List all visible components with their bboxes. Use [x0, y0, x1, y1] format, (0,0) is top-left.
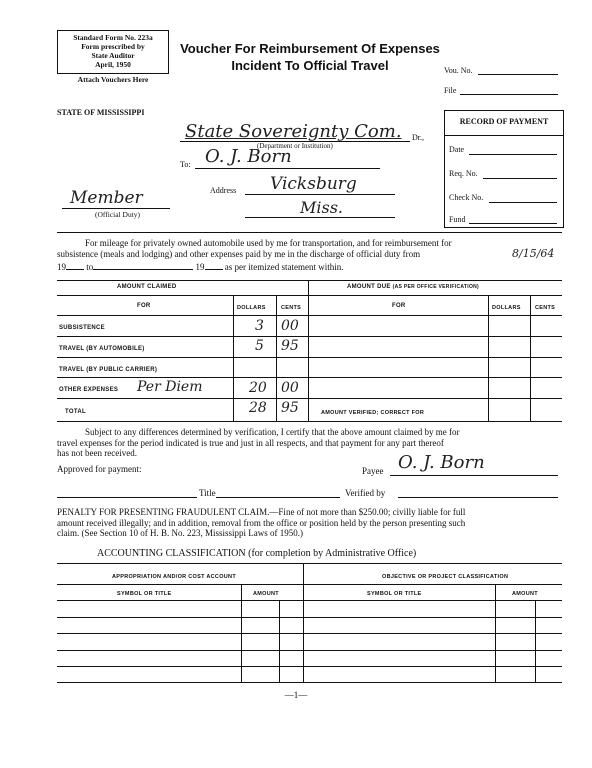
due-dollars-column: DOLLARS: [492, 305, 521, 311]
attach-vouchers-label: Attach Vouchers Here: [77, 75, 149, 84]
itemized-label: as per itemized statement within.: [224, 262, 344, 272]
mileage-statement: [57, 238, 567, 259]
accounting-table: [57, 563, 562, 683]
verified-by-label: Verified by: [345, 488, 386, 498]
to-period-label: to: [86, 262, 94, 272]
amount-due-header-note: (AS PER OFFICE VERIFICATION): [392, 284, 480, 290]
to-value[interactable]: O. J. Born: [205, 146, 292, 167]
due-dollars-divider: [488, 295, 489, 421]
due-cents-divider: [530, 295, 531, 421]
title-field[interactable]: [216, 497, 340, 498]
period-to-field[interactable]: [93, 269, 193, 270]
due-cents-column: CENTS: [535, 305, 556, 311]
payment-check-no-label: Check No.: [449, 193, 484, 202]
travel-auto-cents[interactable]: 95: [281, 338, 299, 354]
state-label: STATE OF MISSISSIPPI: [57, 108, 145, 117]
accounting-row-4[interactable]: [57, 666, 562, 667]
row-rule-1: [57, 336, 562, 337]
accounting-subtitle: (for completion by Administrative Office): [248, 548, 417, 559]
accounting-row-2[interactable]: [57, 633, 562, 634]
official-duty-line: [62, 208, 170, 209]
department-caption: (Department or Institution): [257, 142, 333, 150]
payment-req-no-label: Req. No.: [449, 169, 478, 178]
official-duty-value[interactable]: Member: [70, 188, 143, 208]
record-of-payment-box: [444, 110, 564, 228]
verified-by-field[interactable]: [398, 497, 558, 498]
certification-line3: has not been received.: [57, 448, 137, 458]
certification-line1: Subject to any differences determined by verification, I certify that the above amount claimed by me for: [85, 427, 460, 437]
amount-right: AMOUNT: [512, 591, 538, 597]
row-other-expenses-label: OTHER EXPENSES: [59, 387, 119, 393]
record-of-payment-title: RECORD OF PAYMENT: [459, 117, 549, 126]
record-divider: [445, 135, 563, 136]
amount-left: AMOUNT: [253, 591, 279, 597]
date-from-value[interactable]: 8/15/64: [512, 247, 555, 260]
title-label: Title: [199, 488, 216, 498]
period-line: [57, 262, 343, 273]
total-dollars[interactable]: 28: [249, 400, 267, 416]
department-suffix: Dr.,: [412, 133, 424, 142]
payee-signature[interactable]: O. J. Born: [398, 452, 485, 473]
year-to-label: 19: [195, 262, 205, 272]
subsistence-dollars[interactable]: 3: [255, 318, 264, 334]
symbol-title-left: SYMBOL OR TITLE: [117, 591, 172, 597]
amount-table: [57, 280, 562, 422]
middle-divider: [308, 281, 309, 421]
form-prescription-box: [57, 30, 169, 74]
accounting-row-3[interactable]: [57, 650, 562, 651]
page-number: —1—: [284, 690, 308, 700]
section-separator: [57, 232, 562, 233]
form-authority: State Auditor: [91, 51, 135, 60]
form-title-line2: Incident To Official Travel: [231, 58, 389, 73]
penalty-line3: claim. (See Section 10 of H. B. No. 223, Mississippi Laws of 1950.): [57, 528, 303, 538]
approver-signature-line[interactable]: [57, 497, 197, 498]
mileage-line1: For mileage for privately owned automobile used by me for transportation, and for reimbursement for: [85, 238, 452, 248]
certification-line2: travel expenses for the period indicated is true and just in all respects, and that payment for any part thereof: [57, 437, 444, 448]
to-label: To:: [180, 160, 191, 169]
address-line1-rule: [245, 194, 395, 195]
row-subsistence-label: SUBSISTENCE: [59, 325, 105, 331]
table-header-rule: [57, 295, 562, 296]
appropriation-header: APPROPRIATION AND/OR COST ACCOUNT: [112, 574, 236, 580]
payee-label: Payee: [362, 466, 384, 476]
column-header-rule: [57, 315, 562, 316]
approved-for-payment-label: Approved for payment:: [57, 464, 142, 474]
symbol-title-right: SYMBOL OR TITLE: [367, 591, 422, 597]
penalty-line2: amount received illegally; and in addition, removal from the office or position held by the person presenting such: [57, 517, 466, 528]
payment-fund-label: Fund: [449, 215, 466, 224]
row-total-label: TOTAL: [65, 409, 86, 415]
accounting-title: [57, 548, 562, 559]
address-line2-rule: [245, 217, 395, 218]
penalty-line1: PENALTY FOR PRESENTING FRAUDULENT CLAIM.—Fine of not more than $250.00; civilly liable for full: [57, 507, 466, 517]
payee-signature-line: [390, 475, 558, 476]
payment-check-no-field[interactable]: [489, 202, 557, 203]
row-travel-auto-label: TRAVEL (BY AUTOMOBILE): [59, 346, 145, 352]
certification-text: [57, 427, 567, 459]
claimed-cents-divider: [276, 295, 277, 421]
official-duty-caption: (Official Duty): [95, 210, 141, 219]
amount-verified-label: AMOUNT VERIFIED; CORRECT FOR: [321, 410, 425, 416]
payment-req-no-field[interactable]: [483, 178, 557, 179]
payment-date-field[interactable]: [469, 154, 557, 155]
amount-left-cents-divider: [279, 600, 280, 682]
form-date: April, 1950: [95, 60, 131, 69]
other-expenses-dollars[interactable]: 20: [249, 380, 267, 396]
file-field[interactable]: [460, 94, 558, 95]
year-from-label: 19: [57, 262, 66, 272]
accounting-title-text: ACCOUNTING CLASSIFICATION: [97, 548, 246, 559]
row-travel-public-label: TRAVEL (BY PUBLIC CARRIER): [59, 367, 158, 373]
amount-due-header-text: AMOUNT DUE: [347, 284, 391, 290]
subsistence-cents[interactable]: 00: [281, 318, 299, 334]
row-rule-2: [57, 357, 562, 358]
amount-right-cents-divider: [535, 600, 536, 682]
claimed-cents-column: CENTS: [281, 305, 302, 311]
address-label: Address: [210, 186, 237, 195]
department-value[interactable]: State Sovereignty Com.: [185, 121, 402, 142]
other-expenses-cents[interactable]: 00: [281, 380, 299, 396]
address-line2[interactable]: Miss.: [300, 198, 344, 217]
objective-header: OBJECTIVE OR PROJECT CLASSIFICATION: [382, 574, 509, 580]
form-prescribed-by: Form prescribed by: [81, 42, 145, 51]
address-line1[interactable]: Vicksburg: [270, 174, 357, 194]
payment-fund-field[interactable]: [469, 223, 557, 224]
accounting-header-rule: [57, 584, 562, 585]
amount-due-header: [347, 284, 479, 290]
claimed-for-column: FOR: [137, 303, 151, 309]
other-expenses-detail[interactable]: Per Diem: [137, 379, 203, 395]
accounting-column-rule: [57, 600, 562, 601]
form-title: [180, 40, 440, 74]
year-to-field[interactable]: [205, 269, 223, 270]
due-for-column: FOR: [392, 303, 406, 309]
accounting-row-1[interactable]: [57, 617, 562, 618]
voucher-number-label: Vou. No.: [444, 66, 473, 75]
mileage-line2: subsistence (meals and lodging) and other expenses paid by me in the discharge of official duty from: [57, 248, 421, 259]
travel-auto-dollars[interactable]: 5: [255, 338, 264, 354]
claimed-dollars-divider: [233, 295, 234, 421]
form-title-line1: Voucher For Reimbursement Of Expenses: [180, 41, 440, 56]
to-line: [195, 168, 380, 169]
penalty-notice: [57, 507, 567, 539]
row-rule-4: [57, 398, 562, 399]
accounting-middle-divider: [303, 564, 304, 682]
form-number: Standard Form No. 223a: [73, 33, 153, 42]
file-label: File: [444, 86, 457, 95]
total-cents[interactable]: 95: [281, 400, 299, 416]
payment-date-label: Date: [449, 145, 465, 154]
year-from-field[interactable]: [66, 269, 84, 270]
claimed-dollars-column: DOLLARS: [237, 305, 266, 311]
row-rule-3: [57, 377, 562, 378]
amount-claimed-header: AMOUNT CLAIMED: [117, 284, 177, 290]
voucher-number-field[interactable]: [478, 74, 558, 75]
